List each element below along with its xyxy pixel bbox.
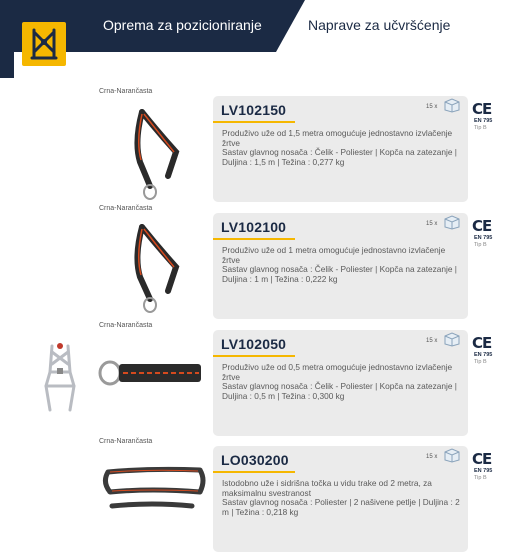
product-card <box>213 96 468 202</box>
short-strap-icon <box>97 358 203 388</box>
ce-mark: CE <box>472 450 492 468</box>
box-icon <box>442 97 462 113</box>
product-entry <box>0 205 512 317</box>
code-underline <box>213 355 295 357</box>
product-card <box>213 213 468 319</box>
color-label: Crna-Narančasta <box>99 205 153 212</box>
product-code: LV102050 <box>221 336 287 352</box>
pack-quantity: 15 x <box>426 221 438 227</box>
color-label: Crna-Narančasta <box>99 322 153 329</box>
box-icon <box>442 447 462 463</box>
product-entry <box>0 438 512 550</box>
product-description: Istodobno uže i sidrišna točka u vidu trake od 2 metra, za maksimalnu svestranost Sastav glavnog nosača : Poliester | 2 našivene petlje | Duljina : 2 m | Težina : 0,218 kg <box>222 478 460 517</box>
product-description: Produživo uže od 1,5 metra omogućuje jednostavno izvlačenje žrtve Sastav glavnog nosača : Čelik - Poliester | Kopča na zatezanje | Duljina : 1,5 m | Težina : 0,277 kg <box>222 128 457 167</box>
code-underline <box>213 238 295 240</box>
type-label: Tip B <box>474 125 487 131</box>
ce-mark: CE <box>472 334 492 352</box>
code-underline <box>213 121 295 123</box>
pack-quantity: 15 x <box>426 104 438 110</box>
code-underline <box>213 471 295 473</box>
color-label: Crna-Narančasta <box>99 438 153 445</box>
norm-label: EN 795 <box>474 118 493 124</box>
anchor-strap-icon <box>128 217 186 317</box>
box-icon <box>442 214 462 230</box>
product-description: Produživo uže od 0,5 metra omogućuje jednostavno izvlačenje žrtve Sastav glavnog nosača : Čelik - Poliester | Kopča na zatezanje | Duljina : 0,5 m | Težina : 0,300 kg <box>222 362 457 401</box>
ce-mark: CE <box>472 217 492 235</box>
product-entry <box>0 88 512 200</box>
product-card <box>213 330 468 436</box>
type-label: Tip B <box>474 242 487 248</box>
product-code: LV102150 <box>221 102 287 118</box>
color-label: Crna-Narančasta <box>99 88 153 95</box>
anchor-strap-icon <box>128 102 186 202</box>
pack-quantity: 15 x <box>426 338 438 344</box>
product-description: Produživo uže od 1 metra omogućuje jednostavno izvlačenje žrtve Sastav glavnog nosača : Čelik - Poliester | Kopča na zatezanje | Duljina : 1 m | Težina : 0,222 kg <box>222 245 457 284</box>
norm-label: EN 795 <box>474 468 493 474</box>
box-icon <box>442 331 462 347</box>
pack-quantity: 15 x <box>426 454 438 460</box>
page-title: Oprema za pozicioniranje <box>103 17 262 33</box>
norm-label: EN 795 <box>474 235 493 241</box>
harness-logo-icon <box>22 22 66 66</box>
product-card <box>213 446 468 552</box>
page-header <box>0 0 512 78</box>
header-background <box>0 0 512 78</box>
type-label: Tip B <box>474 359 487 365</box>
norm-label: EN 795 <box>474 352 493 358</box>
product-code: LO030200 <box>221 452 289 468</box>
ce-mark: CE <box>472 100 492 118</box>
type-label: Tip B <box>474 475 487 481</box>
product-entry <box>0 322 512 434</box>
loop-sling-icon <box>102 462 206 512</box>
section-subtitle: Naprave za učvršćenje <box>308 17 451 33</box>
product-code: LV102100 <box>221 219 287 235</box>
